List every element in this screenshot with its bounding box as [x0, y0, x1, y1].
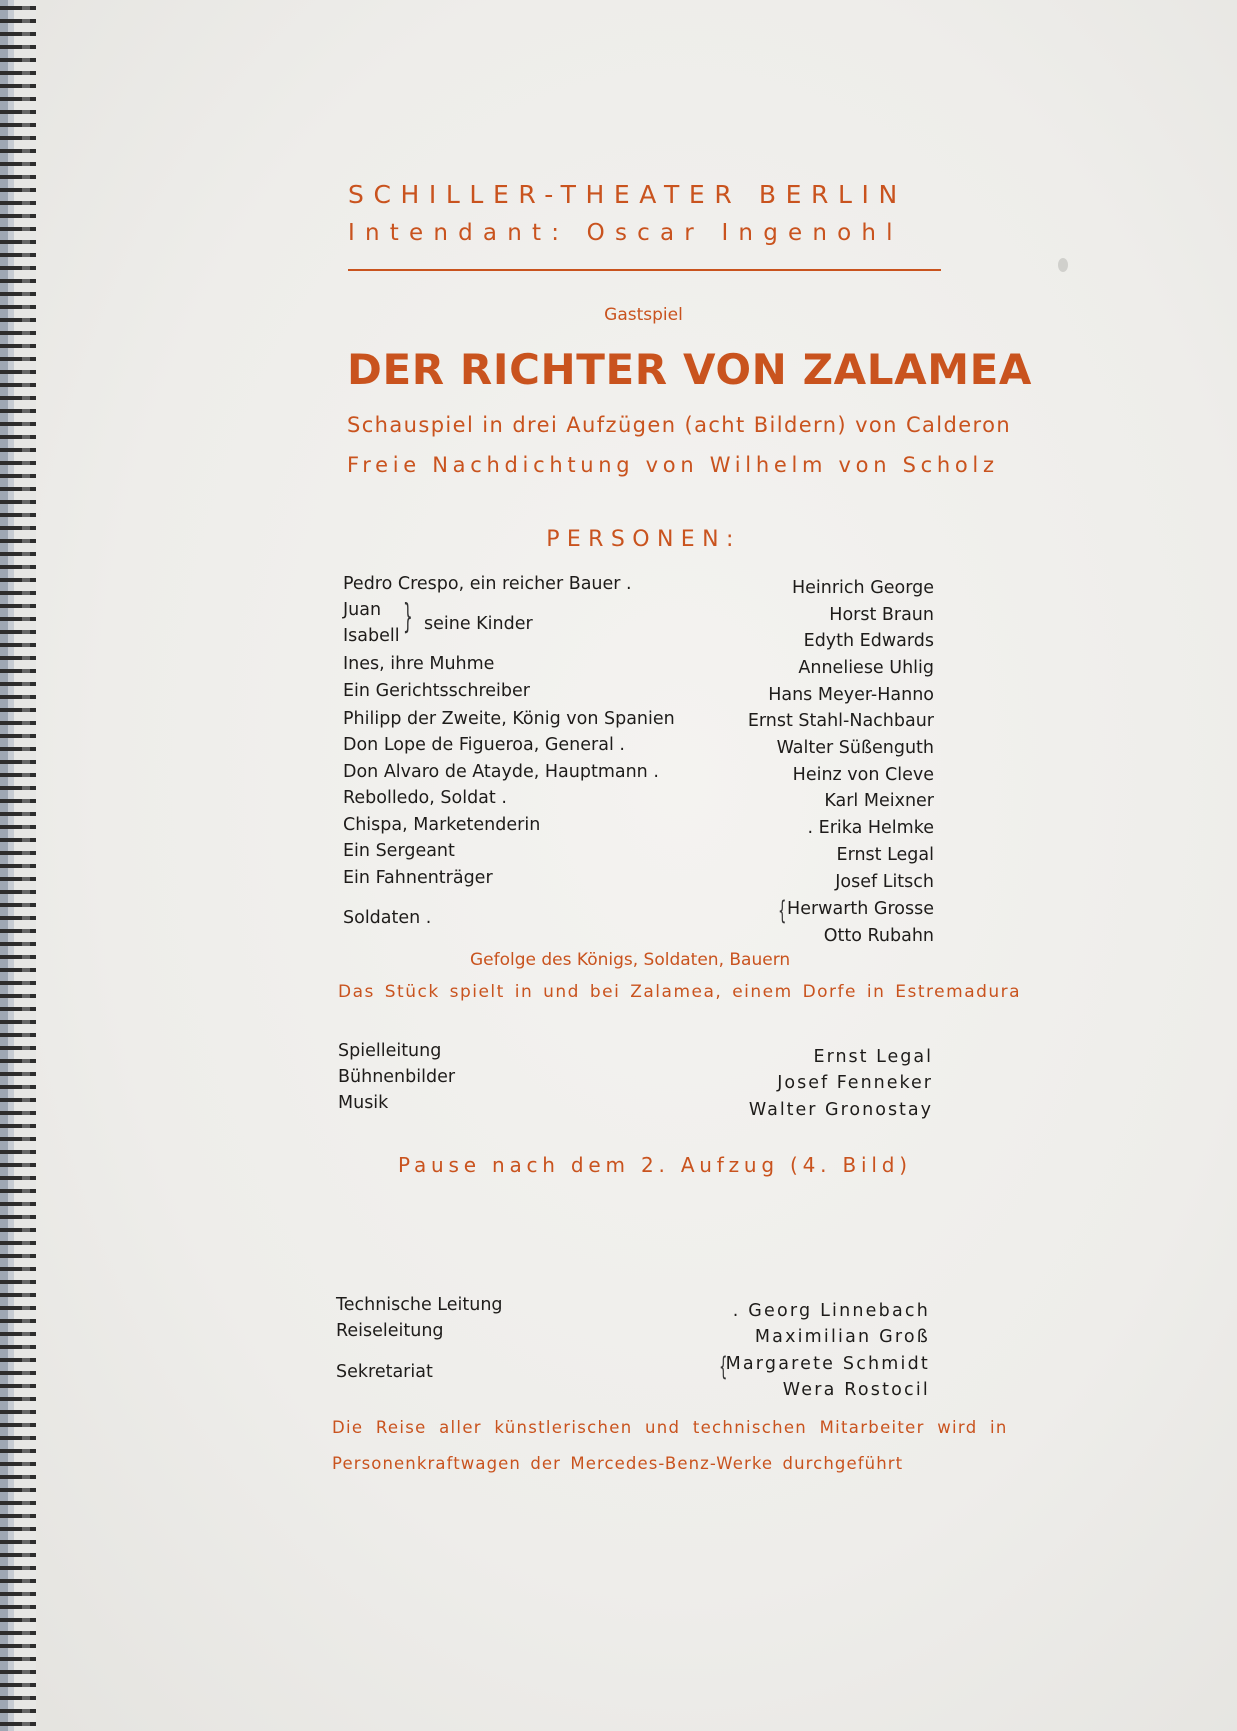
- cast-actor: Edyth Edwards: [803, 631, 934, 651]
- schauplatz-line: Das Stück spielt in und bei Zalamea, einem Dorfe in Estremadura: [338, 982, 1022, 1002]
- cast-actor: Josef Litsch: [835, 872, 934, 892]
- crew-name: Ernst Legal: [813, 1047, 933, 1067]
- cast-actor: Horst Braun: [829, 605, 934, 625]
- play-subtitle: Schauspiel in drei Aufzügen (acht Bildern) von Calderon: [347, 413, 1012, 437]
- cast-role: Rebolledo, Soldat .: [343, 788, 507, 808]
- cast-role: Chispa, Marketenderin: [343, 815, 541, 835]
- cast-actor: Heinrich George: [791, 578, 934, 598]
- paper-mark: [1058, 258, 1068, 272]
- pause-note: Pause nach dem 2. Aufzug (4. Bild): [398, 1153, 912, 1177]
- cast-role: Ines, ihre Muhme: [343, 654, 495, 674]
- cast-role: Ein Gerichtsschreiber: [343, 681, 530, 701]
- cast-role: Ein Fahnenträger: [343, 868, 493, 888]
- cast-role: Don Lope de Figueroa, General .: [343, 735, 625, 755]
- cast-actor: Heinz von Cleve: [792, 765, 934, 785]
- gefolge-line: Gefolge des Königs, Soldaten, Bauern: [470, 950, 791, 970]
- crew-name: Josef Fenneker: [777, 1073, 933, 1093]
- sekretariat-name: Wera Rostocil: [782, 1380, 930, 1400]
- cast-role: Don Alvaro de Atayde, Hauptmann .: [343, 762, 659, 782]
- soldaten-actor: Otto Rubahn: [823, 926, 934, 946]
- tech-label: Reiseleitung: [336, 1321, 444, 1341]
- cast-role: Ein Sergeant: [343, 841, 455, 861]
- personen-heading: PERSONEN:: [546, 527, 741, 552]
- cast-actor: Karl Meixner: [824, 791, 934, 811]
- reise-note-line-1: Die Reise aller künstlerischen und technischen Mitarbeiter wird in: [332, 1418, 1008, 1437]
- sekretariat-brace: {: [719, 1352, 728, 1382]
- cast-role: Juan: [343, 600, 382, 620]
- binding-holes: [22, 0, 30, 1731]
- tech-name: . Georg Linnebach: [732, 1301, 930, 1321]
- kinder-brace: }: [402, 597, 413, 637]
- crew-label: Spielleitung: [338, 1041, 442, 1061]
- tech-label: Technische Leitung: [336, 1295, 503, 1315]
- nachdichtung-line: Freie Nachdichtung von Wilhelm von Scholz: [347, 453, 999, 477]
- reise-note-line-2: Personenkraftwagen der Mercedes-Benz-Werke durchgeführt: [332, 1454, 904, 1473]
- intendant-line: Intendant: Oscar Ingenohl: [348, 220, 903, 246]
- sekretariat-name: Margarete Schmidt: [725, 1354, 930, 1374]
- crew-label: Bühnenbilder: [338, 1067, 456, 1087]
- cast-role: Philipp der Zweite, König von Spanien: [343, 709, 675, 729]
- soldaten-role: Soldaten .: [343, 908, 432, 928]
- soldaten-actor: Herwarth Grosse: [787, 899, 934, 919]
- kinder-label: seine Kinder: [424, 614, 533, 634]
- spiral-binding: [0, 0, 36, 1731]
- cast-role: Isabell: [343, 626, 400, 646]
- cast-actor: Ernst Legal: [836, 845, 934, 865]
- cast-actor: Walter Süßenguth: [776, 738, 934, 758]
- tech-name: Maximilian Groß: [754, 1327, 930, 1347]
- soldaten-brace: {: [778, 896, 787, 926]
- cast-actor: Ernst Stahl-Nachbaur: [747, 711, 934, 731]
- play-title: DER RICHTER VON ZALAMEA: [347, 345, 1033, 394]
- header-divider: [348, 269, 941, 271]
- crew-label: Musik: [338, 1093, 389, 1113]
- sekretariat-label: Sekretariat: [336, 1362, 433, 1382]
- cast-actor: Hans Meyer-Hanno: [768, 685, 934, 705]
- crew-name: Walter Gronostay: [748, 1100, 933, 1120]
- cast-actor: Anneliese Uhlig: [798, 658, 934, 678]
- theater-name: SCHILLER-THEATER BERLIN: [348, 180, 907, 209]
- cast-role: Pedro Crespo, ein reicher Bauer .: [343, 574, 632, 594]
- gastspiel-label: Gastspiel: [604, 305, 683, 325]
- cast-actor: . Erika Helmke: [807, 818, 934, 838]
